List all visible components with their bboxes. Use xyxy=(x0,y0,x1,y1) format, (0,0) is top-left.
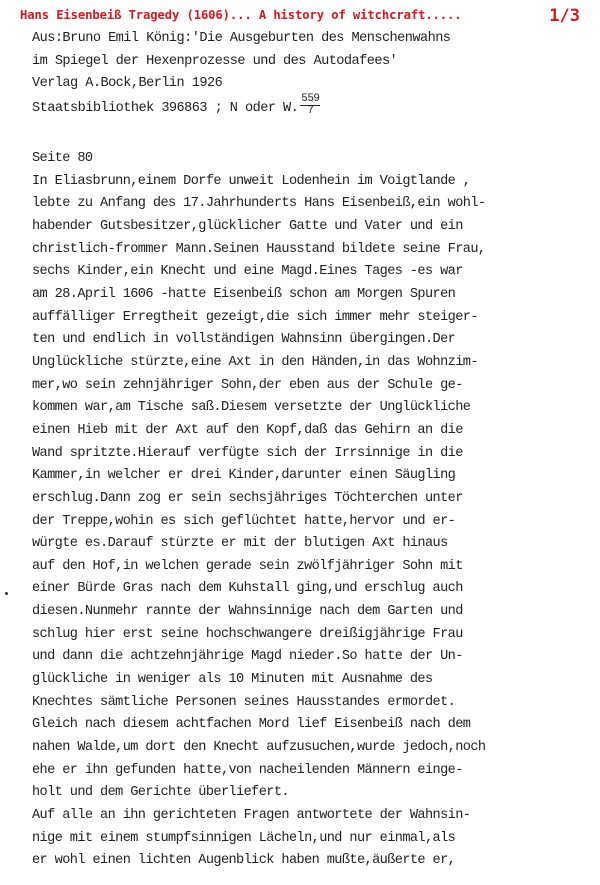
citation-line-shelfmark xyxy=(32,92,592,121)
text-line: Kammer,in welcher er drei Kinder,darunter einen Säugling xyxy=(32,468,456,484)
text-line: lebte zu Anfang des 17.Jahrhunderts Hans Eisenbeiß,ein wohl- xyxy=(32,196,486,212)
fraction-denominator: 7 xyxy=(307,104,314,117)
text-line: und dann die achtzehnjährige Magd nieder.So hatte der Un- xyxy=(32,649,463,665)
shelfmark-text: Staatsbibliothek 396863 ; N oder W. xyxy=(32,100,299,116)
page-reference: Seite 80 xyxy=(32,151,93,166)
citation-line: im Spiegel der Hexenprozesse und des Autodafees' xyxy=(32,53,398,69)
text-line: am 28.April 1606 -hatte Eisenbeiß schon am Morgen Spuren xyxy=(32,286,456,302)
text-line: ten und endlich in vollständigen Wahnsinn übergingen.Der xyxy=(32,332,456,348)
fraction-numerator: 559 xyxy=(301,92,320,105)
text-line: er wohl einen lichten Augenblick haben mußte,äußerte er, xyxy=(32,853,456,869)
text-line: diesen.Nunmehr rannte der Wahnsinnige nach dem Garten und xyxy=(32,604,463,620)
text-line: einer Bürde Gras nach dem Kuhstall ging,und erschlug auch xyxy=(32,581,463,597)
citation-line: Aus:Bruno Emil König:'Die Ausgeburten des Menschenwahns xyxy=(32,31,451,46)
text-line: ehe er ihn gefunden hatte,von nacheilenden Männern einge- xyxy=(32,762,463,778)
margin-mark xyxy=(5,592,8,595)
text-line: nige mit einem stumpfsinnigen Lächeln,und nur einmal,als xyxy=(32,830,456,846)
text-line: kommen war,am Tische saß.Diesem versetzte der Unglückliche xyxy=(32,400,471,416)
text-line: Knechtes sämtliche Personen seines Hausstandes ermordet. xyxy=(32,694,456,710)
source-citation xyxy=(32,28,592,120)
text-line: würgte es.Darauf stürzte er mit der blutigen Axt hinaus xyxy=(32,536,448,552)
text-line: nahen Walde,um dort den Knecht aufzusuchen,wurde jedoch,noch xyxy=(32,740,486,756)
text-line: christlich-frommer Mann.Seinen Hausstand bildete seine Frau, xyxy=(32,241,486,257)
text-line: schlug hier erst seine hochschwangere dreißigjährige Frau xyxy=(32,626,463,642)
text-line: erschlug.Dann zog er sein sechsjähriges Töchterchen unter xyxy=(32,490,463,506)
text-line: Auf alle an ihn gerichteten Fragen antwortete der Wahnsin- xyxy=(32,808,471,824)
page-header xyxy=(20,8,580,28)
text-line: sechs Kinder,ein Knecht und eine Magd.Eines Tages -es war xyxy=(32,264,463,280)
text-line: In Eliasbrunn,einem Dorfe unweit Lodenhein im Voigtlande , xyxy=(32,173,471,189)
text-line: einen Hieb mit der Axt auf den Kopf,daß das Gehirn an die xyxy=(32,422,463,438)
text-line: holt und dem Gerichte überliefert. xyxy=(32,785,289,801)
body-text xyxy=(32,148,592,873)
text-line: glückliche in weniger als 10 Minuten mit Ausnahme des xyxy=(32,672,433,688)
page-number: 1/3 xyxy=(549,6,580,26)
shelfmark-fraction xyxy=(300,94,320,117)
text-line: Unglückliche stürzte,eine Axt in den Händen,in das Wohnzim- xyxy=(32,354,478,370)
text-line: auf den Hof,in welchen gerade sein zwölfjähriger Sohn mit xyxy=(32,558,463,574)
text-line: auffälliger Erregtheit gezeigt,die sich immer mehr steiger- xyxy=(32,309,478,325)
text-line: Wand spritzte.Hierauf verfügte sich der Irrsinnige in die xyxy=(32,445,463,461)
text-line: habender Gutsbesitzer,glücklicher Gatte und Vater und ein xyxy=(32,218,463,234)
citation-line: Verlag A.Bock,Berlin 1926 xyxy=(32,76,223,91)
document-title: Hans Eisenbeiß Tragedy (1606)... A history of witchcraft..... xyxy=(20,8,462,22)
text-line: Gleich nach diesem achtfachen Mord lief Eisenbeiß nach dem xyxy=(32,717,471,733)
text-line: der Treppe,wohin es sich geflüchtet hatte,hervor und er- xyxy=(32,513,456,529)
text-line: mer,wo sein zehnjähriger Sohn,der eben aus der Schule ge- xyxy=(32,377,463,393)
